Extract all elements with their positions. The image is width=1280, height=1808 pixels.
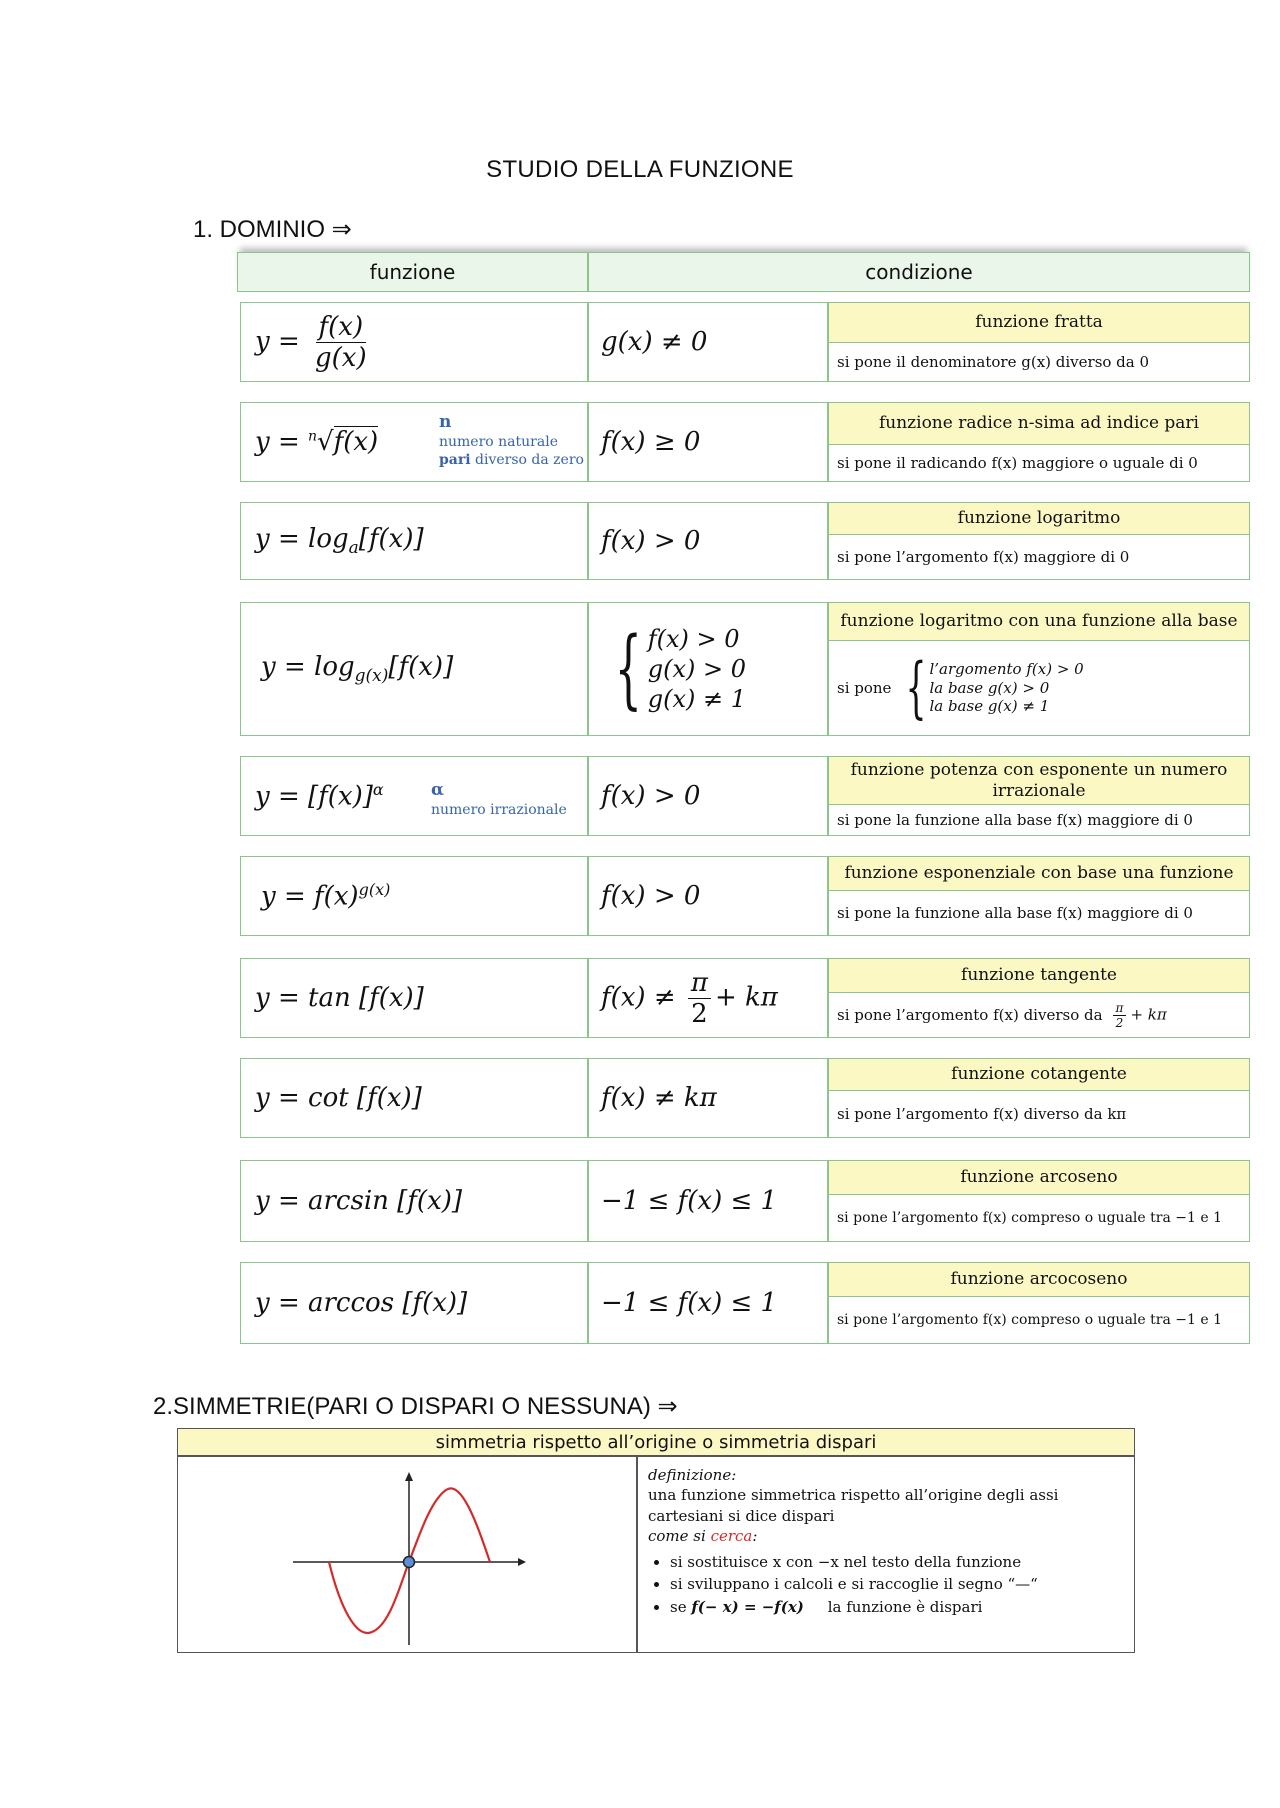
table-row <box>240 1058 1250 1138</box>
how-label: come si cerca: <box>648 1526 758 1545</box>
y-axis-arrow <box>405 1472 413 1481</box>
condition: f(x) > 0 <box>601 881 701 911</box>
symmetry-definition <box>637 1456 1135 1653</box>
row-title: funzione fratta <box>829 303 1249 343</box>
row-description: si pone l’argomento f(x) diverso da kπ <box>837 1105 1127 1123</box>
row-title: funzione logaritmo <box>829 503 1249 535</box>
graph-svg <box>178 1457 635 1651</box>
condition: f(x) > 0 <box>601 781 701 811</box>
formula: $y = [f(x)]^\alpha$ <box>255 780 384 812</box>
list-item: • si sostituisce x con −x nel testo della funzione <box>670 1552 1124 1572</box>
formula: y = arccos [f(x)] <box>255 1288 468 1318</box>
formula: y = arcsin [f(x)] <box>255 1186 463 1216</box>
row-title: funzione esponenziale con base una funzione <box>829 857 1249 891</box>
row-description: si pone l’argomento f(x) compreso o uguale tra −1 e 1 <box>837 1312 1222 1328</box>
row-title: funzione arcoseno <box>829 1161 1249 1195</box>
condition: −1 ≤ f(x) ≤ 1 <box>601 1288 778 1318</box>
row-description: si pone l’argomento f(x) diverso da $\frac{\pi}{2}$ + kπ <box>837 1000 1167 1030</box>
table-row <box>240 756 1250 836</box>
domain-table-header <box>237 252 1250 292</box>
definition-text: una funzione simmetrica rispetto all’origine degli assi cartesiani si dice dispari <box>648 1486 1059 1525</box>
row-description: si pone l’argomento f(x) compreso o uguale tra −1 e 1 <box>837 1210 1222 1226</box>
steps-list <box>648 1552 1124 1617</box>
x-axis-arrow <box>518 1558 526 1566</box>
alpha-note: α numero irrazionale <box>431 780 567 819</box>
definition-label: definizione: <box>648 1466 737 1484</box>
list-item: • se f(− x) = −f(x) la funzione è dispari <box>670 1597 1124 1617</box>
formula: y = tan [f(x)] <box>255 983 424 1013</box>
table-row <box>240 502 1250 580</box>
condition: f(x) > 0 <box>601 526 701 556</box>
symmetry-box <box>177 1428 1135 1653</box>
header-condizione: condizione <box>588 252 1250 292</box>
condition-system: { f(x) > 0 g(x) > 0 g(x) ≠ 1 <box>614 619 746 719</box>
table-row <box>240 1262 1250 1344</box>
formula: $y = \log_{g(x)}[f(x)]$ <box>261 651 454 687</box>
condition: f(x) ≠ $\frac{\pi}{2}$ + kπ <box>601 967 778 1029</box>
row-description: si pone l’argomento f(x) maggiore di 0 <box>837 548 1130 566</box>
row-title: funzione logaritmo con una funzione alla base <box>829 603 1249 641</box>
list-item: • si sviluppano i calcoli e si raccoglie il segno “—“ <box>670 1574 1124 1594</box>
formula: y = cot [f(x)] <box>255 1083 422 1113</box>
formula: $y = f(x)^{g(x)}$ <box>261 880 391 912</box>
section-heading-dominio: 1. DOMINIO ⇒ <box>193 216 352 243</box>
formula: y = $\frac{f(x)}{g(x)}$ <box>255 311 367 373</box>
origin-point <box>404 1557 415 1568</box>
table-row <box>240 602 1250 736</box>
row-description: si pone la funzione alla base f(x) maggiore di 0 <box>837 904 1193 922</box>
table-row <box>240 402 1250 482</box>
condition: f(x) ≥ 0 <box>601 427 701 457</box>
row-title: funzione radice n-sima ad indice pari <box>829 403 1249 445</box>
symmetry-title: simmetria rispetto all’origine o simmetria dispari <box>177 1428 1135 1456</box>
row-title: funzione potenza con esponente un numero irrazionale <box>829 757 1249 805</box>
row-title: funzione tangente <box>829 959 1249 993</box>
row-description: si pone il radicando f(x) maggiore o uguale di 0 <box>837 454 1198 472</box>
table-row <box>240 1160 1250 1242</box>
section-heading-simmetrie: 2.SIMMETRIE(PARI O DISPARI O NESSUNA) ⇒ <box>153 1393 678 1420</box>
row-description: si pone il denominatore g(x) diverso da 0 <box>837 353 1150 371</box>
table-row <box>240 856 1250 936</box>
row-title: funzione cotangente <box>829 1059 1249 1091</box>
condition: g(x) ≠ 0 <box>601 327 708 357</box>
index-note: n numero naturale pari diverso da zero <box>439 412 584 469</box>
row-title: funzione arcocoseno <box>829 1263 1249 1297</box>
condition: −1 ≤ f(x) ≤ 1 <box>601 1186 778 1216</box>
formula: y = $^n$√f(x) <box>255 427 379 457</box>
formula: $y = \log_a[f(x)]$ <box>255 523 424 559</box>
row-description: si pone la funzione alla base f(x) maggiore di 0 <box>837 811 1193 829</box>
odd-function-graph <box>177 1456 637 1653</box>
condition: f(x) ≠ kπ <box>601 1083 717 1113</box>
table-row <box>240 958 1250 1038</box>
header-funzione: funzione <box>237 252 588 292</box>
row-description: si pone { l’argomento f(x) > 0 la base g(x) > 0 la base g(x) ≠ 1 <box>837 649 1084 726</box>
page-title: STUDIO DELLA FUNZIONE <box>486 156 794 183</box>
table-row <box>240 302 1250 382</box>
